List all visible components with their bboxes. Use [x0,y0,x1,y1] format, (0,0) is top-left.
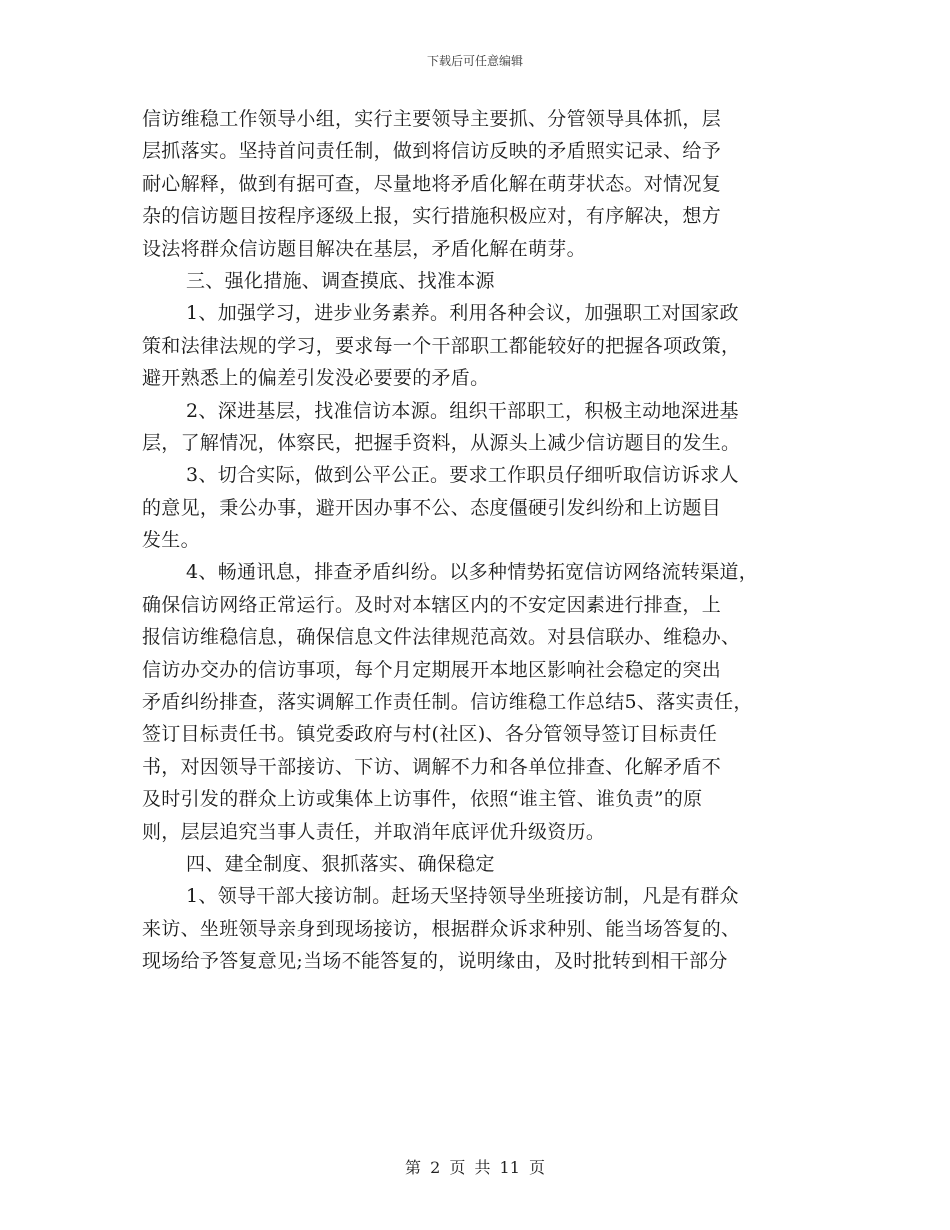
paragraph-line: 避开熟悉上的偏差引发没必要要的矛盾。 [142,367,490,390]
paragraph-line: 1、领导干部大接访制。赶场天坚持领导坐班接访制，凡是有群众 [186,885,739,908]
paragraph-line: 报信访维稳信息，确保信息文件法律规范高效。对县信联办、维稳办、 [142,626,741,649]
paragraph-line: 设法将群众信访题目解决在基层，矛盾化解在萌芽。 [142,237,586,260]
paragraph-line: 书，对因领导干部接访、下访、调解不力和各单位排查、化解矛盾不 [142,755,722,778]
body-text [142,103,822,978]
page-footer: 第 2 页 共 11 页 [405,1158,545,1177]
paragraph-line: 矛盾纠纷排查，落实调解工作责任制。信访维稳工作总结5、落实责任， [142,691,753,714]
paragraph-line: 2、深进基层，找准信访本源。组织干部职工，积极主动地深进基 [186,399,739,422]
paragraph-line: 层，了解情况，体察民，把握手资料，从源头上减少信访题目的发生。 [142,431,741,454]
section-heading: 四、建全制度、狠抓落实、确保稳定 [186,852,495,875]
page-header: 下载后可任意编辑 [426,54,523,68]
paragraph-line: 层抓落实。坚持首问责任制，做到将信访反映的矛盾照实记录、给予 [142,140,722,163]
paragraph-line: 确保信访网络正常运行。及时对本辖区内的不安定因素进行排查，上 [142,593,722,616]
paragraph-line: 则，层层追究当事人责任，并取消年底评优升级资历。 [142,820,606,843]
paragraph-line: 发生。 [142,529,200,552]
paragraph-line: 来访、坐班领导亲身到现场接访，根据群众诉求种别、能当场答复的、 [142,917,741,940]
section-heading: 三、强化措施、调查摸底、找准本源 [186,269,495,292]
paragraph-line: 信访办交办的信访事项，每个月定期展开本地区影响社会稳定的突出 [142,658,722,681]
paragraph-line: 3、切合实际，做到公平公正。要求工作职员仔细听取信访诉求人 [186,464,739,487]
paragraph-line: 信访维稳工作领导小组，实行主要领导主要抓、分管领导具体抓，层 [142,108,722,130]
paragraph-line: 1、加强学习，进步业务素养。利用各种会议，加强职工对国家政 [186,302,739,325]
paragraph-line: 及时引发的群众上访或集体上访事件，依照“谁主管、谁负责”的原 [142,788,703,811]
paragraph-line: 杂的信访题目按程序逐级上报，实行措施积极应对，有序解决，想方 [142,205,722,228]
paragraph-line: 签订目标责任书。镇党委政府与村(社区)、各分管领导签订目标责任 [142,723,718,746]
paragraph-line: 4、畅通讯息，排查矛盾纠纷。以多种情势拓宽信访网络流转渠道， [186,561,759,584]
paragraph-line: 现场给予答复意见;当场不能答复的，说明缘由，及时批转到相干部分 [142,950,728,973]
paragraph-line: 耐心解释，做到有据可查，尽量地将矛盾化解在萌芽状态。对情况复 [142,172,722,195]
paragraph-line: 策和法律法规的学习，要求每一个干部职工都能较好的把握各项政策， [142,334,741,357]
paragraph-line: 的意见，秉公办事，避开因办事不公、态度僵硬引发纠纷和上访题目 [142,496,722,519]
